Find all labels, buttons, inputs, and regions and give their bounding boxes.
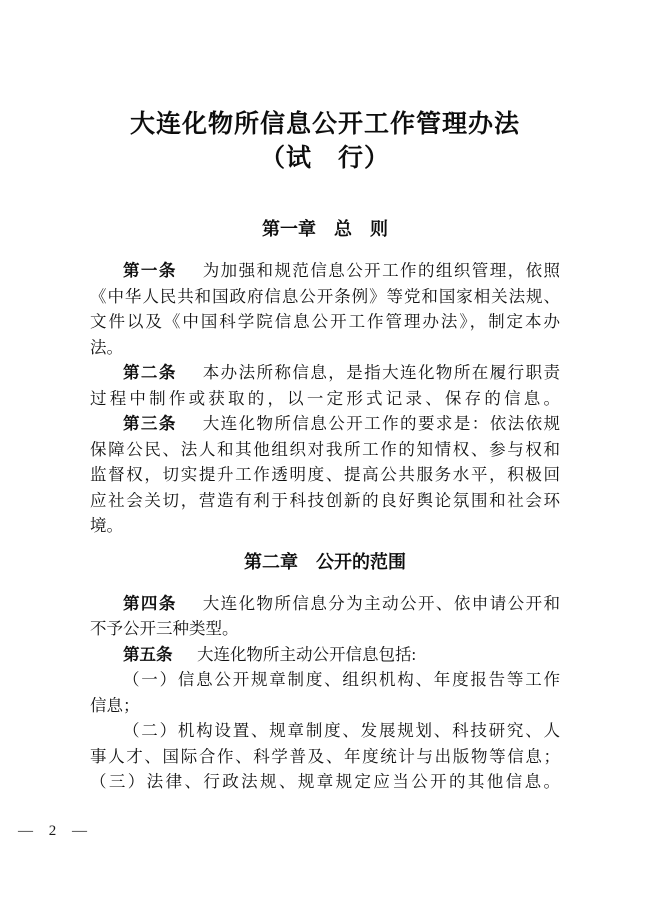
body-line: 《中华人民共和国政府信息公开条例》等党和国家相关法规、 [90,286,560,306]
body-line: （三）法律、行政法规、规章规定应当公开的其他信息。 [90,772,560,791]
body-line: 法。 [90,337,123,357]
body-line: 第一条 为加强和规范信息公开工作的组织管理，依照 [123,261,561,280]
article-label: 第一条 [123,261,177,280]
article-label: 第二条 [123,363,177,382]
page-number: — 2 — [18,822,89,839]
chapter-heading: 第二章 公开的范围 [244,551,406,572]
document-title: 大连化物所信息公开工作管理办法 [129,111,520,138]
chapter [90,549,560,795]
chapter [90,216,560,539]
document-subtitle: （试 行） [259,145,390,172]
body-line: 第二条 本办法所称信息，是指大连化物所在履行职责 [123,363,561,382]
body-line: 第五条 大连化物所主动公开信息包括: [123,644,417,664]
body-line: 信息； [90,695,140,715]
body-line: 监督权，切实提升工作透明度、提高公共服务水平，积极回 [90,465,560,484]
body-line: 第三条 大连化物所信息公开工作的要求是：依法依规 [123,414,561,433]
body-line: 事人才、国际合作、科学普及、年度统计与出版物等信息； [90,746,560,766]
body-line: 境。 [90,516,123,535]
article-label: 第五条 [123,644,173,664]
article-label: 第四条 [123,593,177,613]
body-line: 文件以及《中国科学院信息公开工作管理办法》，制定本办 [90,312,560,331]
body-line: （一）信息公开规章制度、组织机构、年度报告等工作 [123,670,560,689]
body-line: 过程中制作或获取的，以一定形式记录、保存的信息。 [90,388,560,408]
body-line: （二）机构设置、规章制度、发展规划、科技研究、人 [123,721,560,740]
body-line: 不予公开三种类型。 [90,619,239,638]
document-body [90,216,560,795]
body-line: 第四条 大连化物所信息分为主动公开、依申请公开和 [123,593,561,613]
body-line: 应社会关切，营造有利于科技创新的良好舆论氛围和社会环 [90,490,560,510]
body-line: 保障公民、法人和其他组织对我所工作的知情权、参与权和 [90,439,560,459]
article-label: 第三条 [123,414,177,433]
chapter-heading: 第一章 总 则 [262,219,388,239]
